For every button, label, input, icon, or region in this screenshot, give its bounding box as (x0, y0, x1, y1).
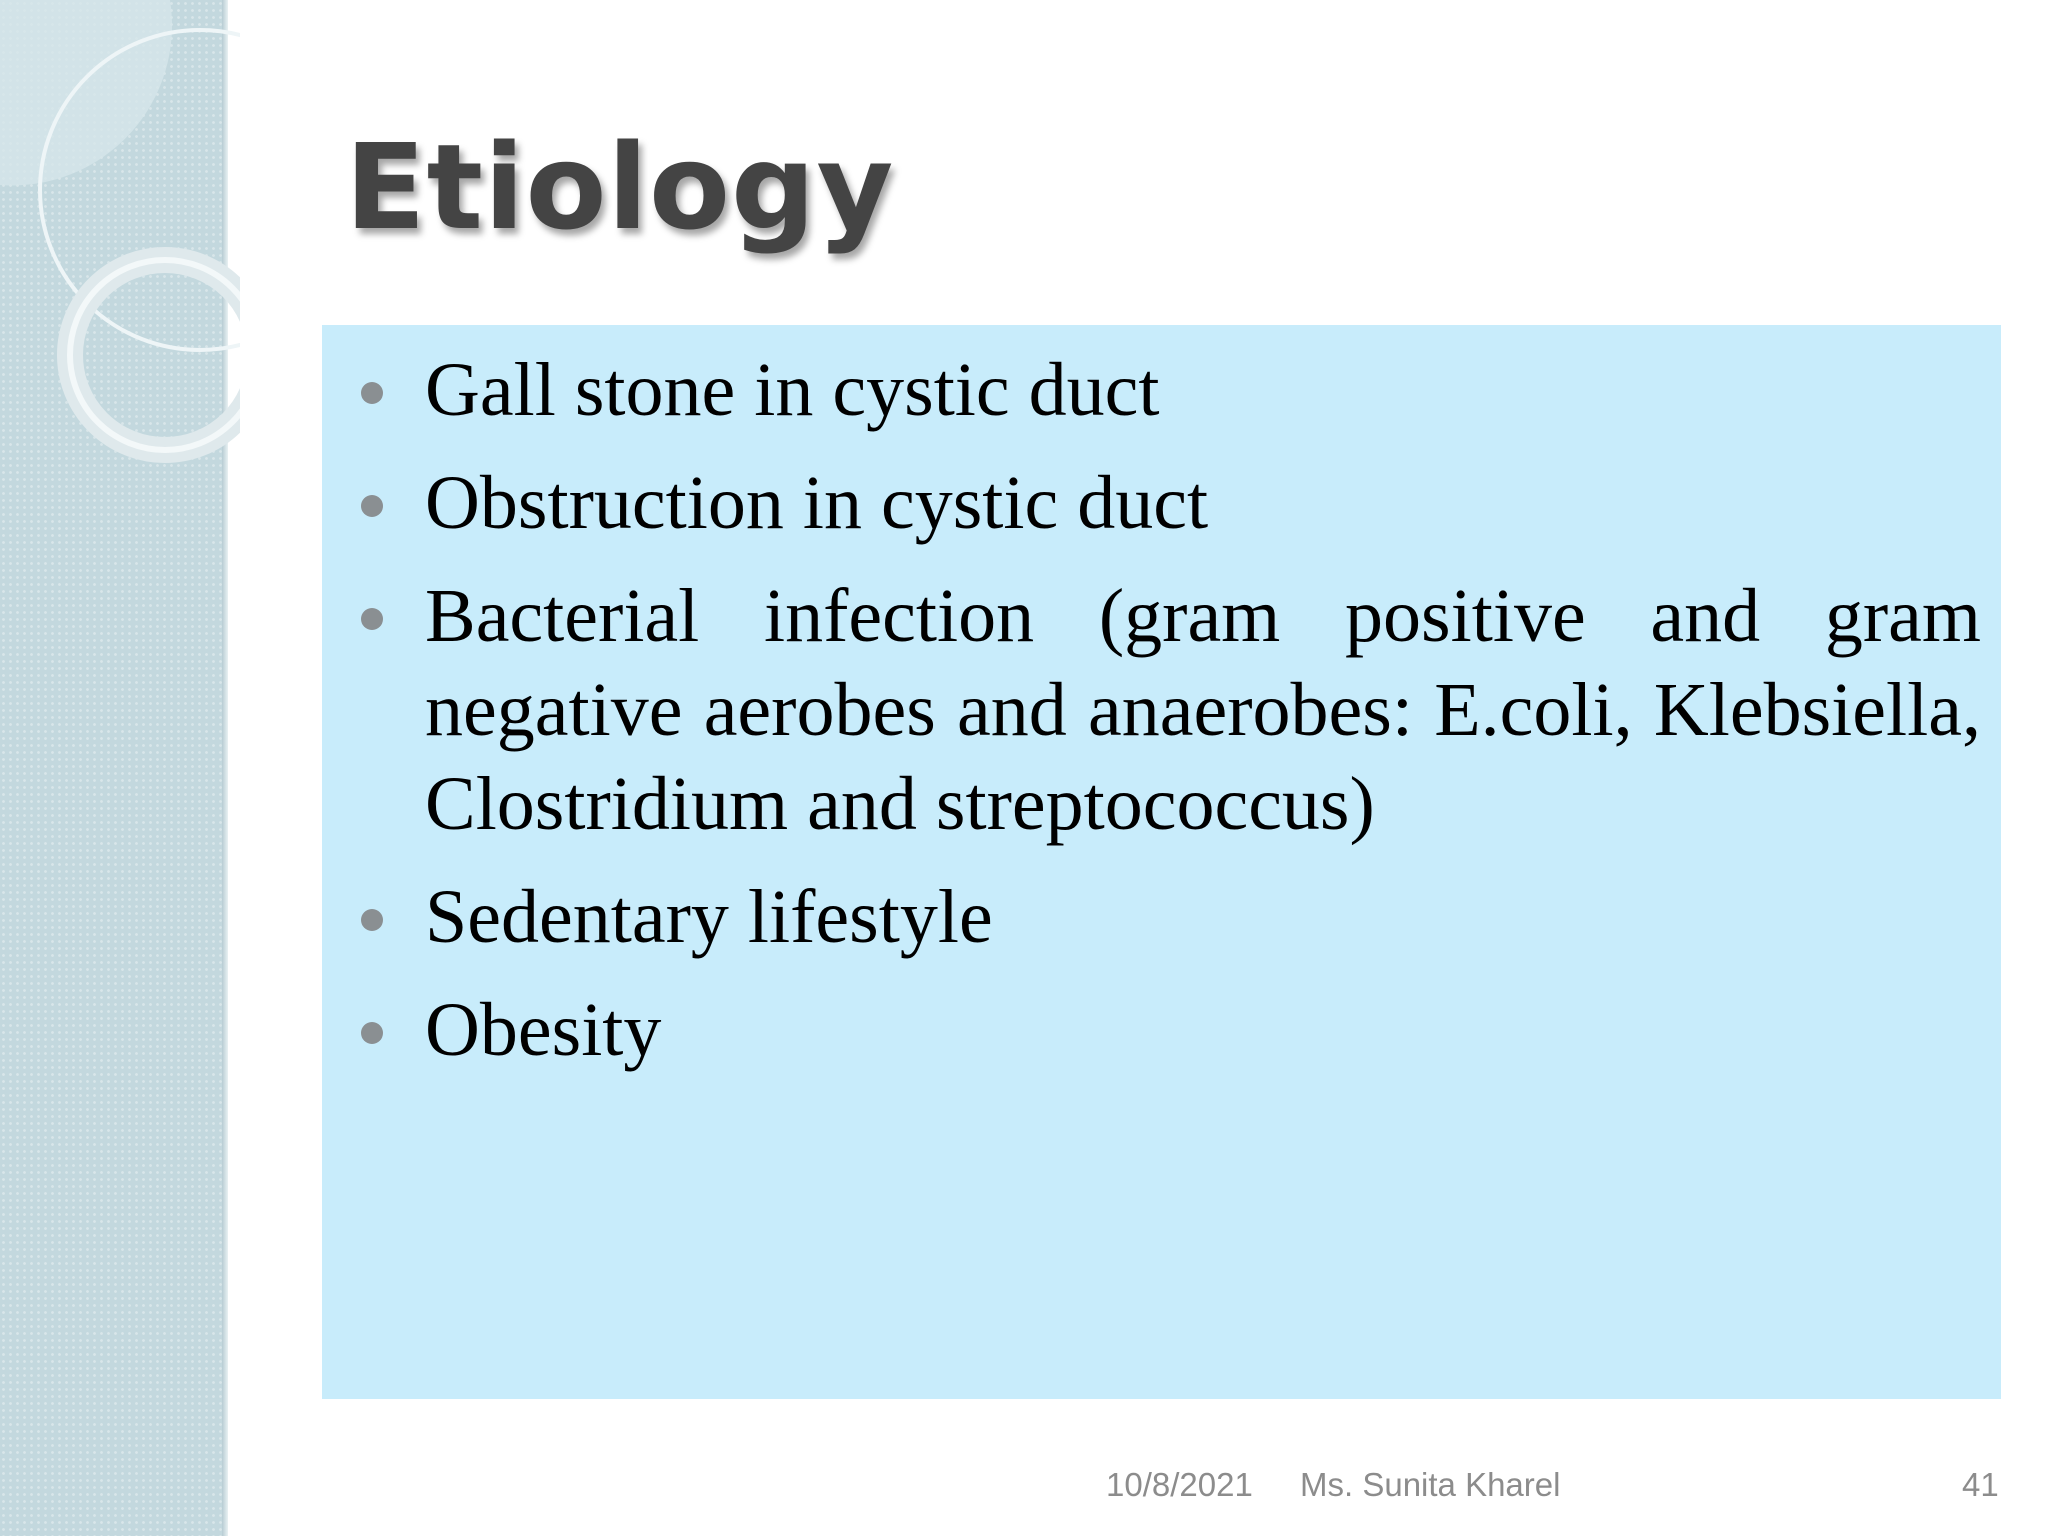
decorative-circles (0, 0, 240, 520)
bullet-text: Obstruction in cystic duct (425, 461, 1209, 545)
bullet-text: Bacterial infection (gram positive and gram negative aerobes and anaerobes: E.coli, Klebsiella, Clostridium and streptococcus) (425, 574, 1981, 846)
footer-date: 10/8/2021 (1106, 1466, 1253, 1503)
footer-page-number: 41 (1962, 1466, 1999, 1503)
bullet-list (425, 343, 1981, 1096)
bullet-item (425, 343, 1981, 437)
bullet-dot-icon (361, 1022, 383, 1044)
content-box (322, 325, 2001, 1399)
bullet-dot-icon (361, 608, 383, 630)
bullet-dot-icon (361, 495, 383, 517)
bullet-item (425, 983, 1981, 1077)
bullet-item (425, 569, 1981, 851)
bullet-item (425, 456, 1981, 550)
slide-title: Etiology (345, 118, 895, 256)
bullet-dot-icon (361, 382, 383, 404)
bullet-text: Obesity (425, 988, 662, 1072)
bullet-text: Sedentary lifestyle (425, 875, 993, 959)
footer-author: Ms. Sunita Kharel (1300, 1466, 1561, 1503)
bullet-item (425, 870, 1981, 964)
bullet-text: Gall stone in cystic duct (425, 348, 1160, 432)
bullet-dot-icon (361, 909, 383, 931)
